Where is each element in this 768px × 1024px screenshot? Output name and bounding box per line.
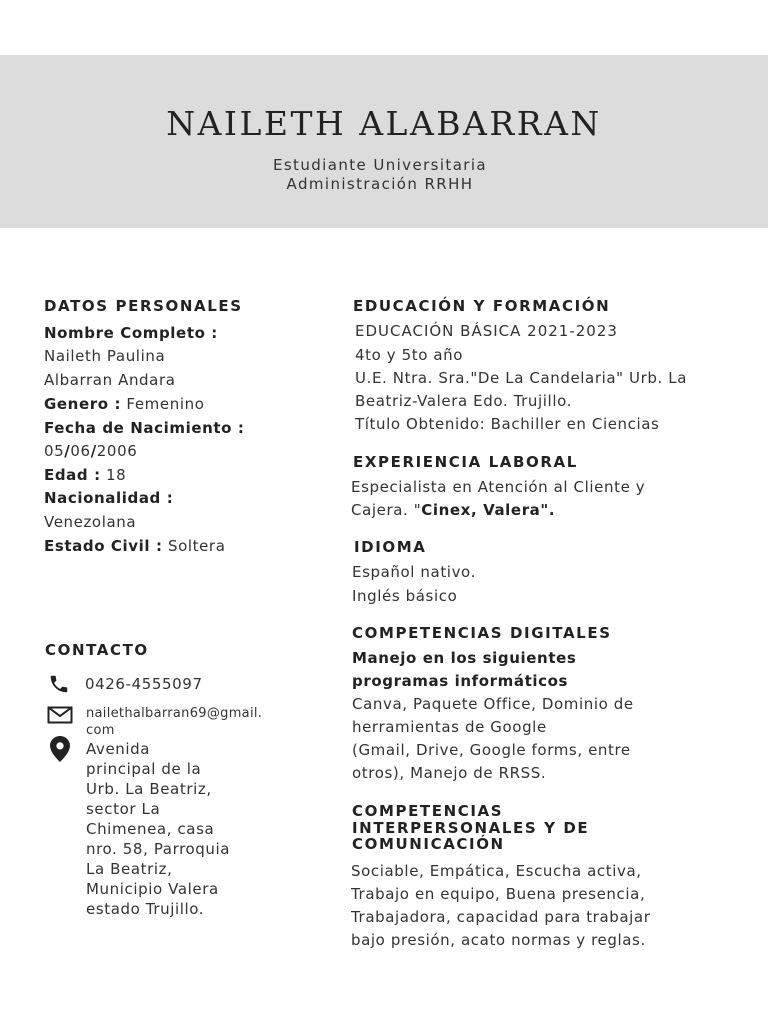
language-heading: IDIOMA (354, 538, 427, 556)
address-line: Avenida (86, 740, 151, 758)
language-spanish: Español nativo. (352, 563, 476, 581)
nationality-label: Nacionalidad : (44, 489, 174, 507)
civil-status-label: Estado Civil : (44, 537, 163, 555)
birth-day: 05 (44, 442, 65, 460)
interpersonal-line: Sociable, Empática, Escucha activa, (351, 862, 642, 880)
digital-skills-intro-line2: programas informáticos (352, 672, 569, 690)
experience-employer: Cinex, Valera". (421, 501, 556, 519)
experience-line2 (351, 501, 555, 519)
nationality-value: Venezolana (44, 513, 137, 531)
envelope-icon (47, 706, 73, 728)
digital-skills-heading: COMPETENCIAS DIGITALES (352, 624, 612, 642)
school-name-line1: U.E. Ntra. Sra."De La Candelaria" Urb. La (355, 369, 687, 387)
full-name-label: Nombre Completo : (44, 324, 218, 342)
contact-heading: CONTACTO (45, 641, 149, 659)
full-name-value-line2: Albarran Andara (44, 371, 176, 389)
experience-line1: Especialista en Atención al Cliente y (351, 478, 646, 496)
gender-row (44, 395, 204, 413)
address-line: estado Trujillo. (86, 900, 205, 918)
address-line: Urb. La Beatriz, (86, 780, 212, 798)
digital-skills-line: Canva, Paquete Office, Dominio de (352, 695, 634, 713)
interpersonal-heading-line2: INTERPERSONALES Y DE (352, 819, 590, 837)
phone-icon (48, 673, 70, 699)
map-pin-icon (50, 736, 70, 766)
address-line: nro. 58, Parroquia (86, 840, 231, 858)
interpersonal-heading-line3: COMUNICACIÓN (352, 835, 505, 853)
digital-skills-line: (Gmail, Drive, Google forms, entre (352, 741, 631, 759)
education-grade: 4to y 5to año (355, 346, 464, 364)
digital-skills-line: otros), Manejo de RRSS. (352, 764, 547, 782)
school-name-line2: Beatriz-Valera Edo. Trujillo. (355, 392, 572, 410)
interpersonal-line: Trabajo en equipo, Buena presencia, (351, 885, 646, 903)
language-english: Inglés básico (352, 587, 458, 605)
subtitle-field: Administración RRHH (286, 175, 474, 193)
digital-skills-intro-line1: Manejo en los siguientes (352, 649, 577, 667)
birth-year: 2006 (96, 442, 138, 460)
phone-number: 0426-4555097 (85, 675, 203, 693)
full-name-value-line1: Naileth Paulina (44, 347, 166, 365)
address-line: sector La (86, 800, 161, 818)
civil-status-value: Soltera (162, 537, 226, 555)
interpersonal-line: bajo presión, acato normas y reglas. (351, 931, 646, 949)
digital-skills-line: herramientas de Google (352, 718, 547, 736)
age-row (44, 466, 126, 484)
address-block (86, 739, 230, 919)
gender-value: Femenino (121, 395, 205, 413)
birth-date-value (44, 442, 137, 460)
age-label: Edad : (44, 466, 101, 484)
email-line1: nailethalbarran69@gmail. (86, 706, 263, 721)
birth-month: 06 (70, 442, 91, 460)
personal-data-heading: DATOS PERSONALES (44, 297, 243, 315)
degree-title: Título Obtenido: Bachiller en Ciencias (355, 415, 660, 433)
experience-role: Cajera. " (351, 501, 422, 519)
interpersonal-heading-line1: COMPETENCIAS (352, 802, 504, 820)
address-line: Municipio Valera (86, 880, 219, 898)
experience-heading: EXPERIENCIA LABORAL (353, 453, 578, 471)
address-line: Chimenea, casa (86, 820, 215, 838)
address-line: La Beatriz, (86, 860, 173, 878)
education-level: EDUCACIÓN BÁSICA 2021-2023 (355, 322, 618, 340)
civil-status-row (44, 537, 225, 555)
email-line2: com (86, 723, 115, 738)
birth-separator: / (90, 442, 97, 460)
subtitle-role: Estudiante Universitaria (272, 156, 488, 174)
address-line: principal de la (86, 760, 202, 778)
education-heading: EDUCACIÓN Y FORMACIÓN (353, 297, 611, 315)
interpersonal-line: Trabajadora, capacidad para trabajar (351, 908, 651, 926)
birth-separator: / (64, 442, 71, 460)
gender-label: Genero : (44, 395, 122, 413)
birth-date-label: Fecha de Nacimiento : (44, 419, 245, 437)
candidate-name: NAILETH ALABARRAN (166, 104, 602, 143)
age-value: 18 (100, 466, 127, 484)
